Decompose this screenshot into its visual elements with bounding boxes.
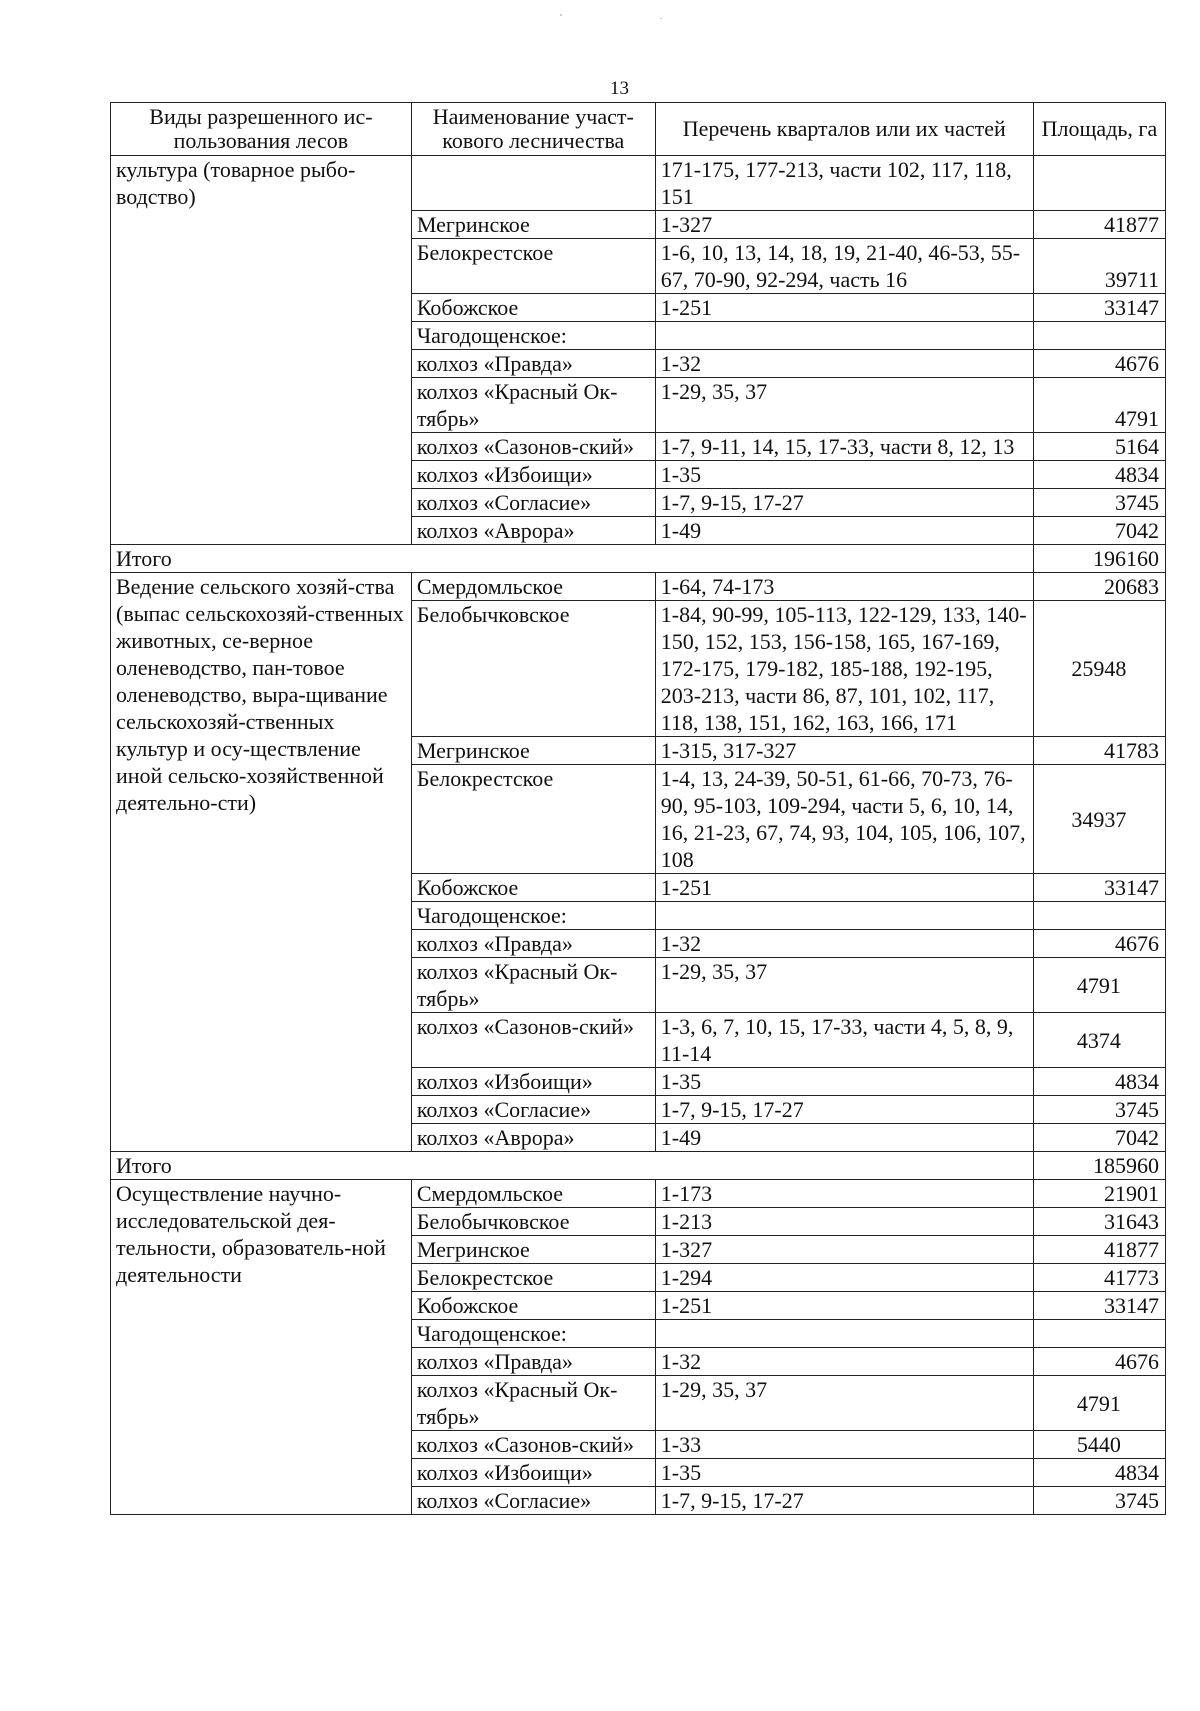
forestry-cell: Белобычковское xyxy=(411,601,655,737)
header-forestry: Наименование участ-кового лесничества xyxy=(411,103,655,156)
header-use-type: Виды разрешенного ис-пользования лесов xyxy=(111,103,412,156)
quarters-cell: 1-29, 35, 37 xyxy=(655,958,1033,1013)
quarters-cell: 1-84, 90-99, 105-113, 122-129, 133, 140-150, 152, 153, 156-158, 165, 167-169, 172-175, 179-182, 185-188, 192-195, 203-213, части 86, 87, 101, 102, 117, 118, 138, 151, 162, 163, 166, 171 xyxy=(655,601,1033,737)
quarters-cell: 1-32 xyxy=(655,350,1033,378)
scan-speck xyxy=(660,18,662,19)
quarters-cell: 1-49 xyxy=(655,517,1033,545)
table-row xyxy=(111,1180,1166,1208)
header-row xyxy=(111,103,1166,156)
area-cell xyxy=(1033,902,1165,930)
area-cell: 33147 xyxy=(1033,294,1165,322)
table-body xyxy=(111,156,1166,1515)
forestry-cell: колхоз «Избоищи» xyxy=(411,1068,655,1096)
area-cell: 21901 xyxy=(1033,1180,1165,1208)
quarters-cell: 1-315, 317-327 xyxy=(655,737,1033,765)
quarters-cell: 1-35 xyxy=(655,1068,1033,1096)
forestry-cell: Белокрестское xyxy=(411,765,655,874)
quarters-cell: 1-7, 9-11, 14, 15, 17-33, части 8, 12, 13 xyxy=(655,433,1033,461)
forestry-cell xyxy=(411,156,655,211)
forestry-cell: колхоз «Избоищи» xyxy=(411,461,655,489)
quarters-cell: 1-327 xyxy=(655,211,1033,239)
area-cell: 5164 xyxy=(1033,433,1165,461)
area-cell: 33147 xyxy=(1033,1292,1165,1320)
forestry-cell: колхоз «Согласие» xyxy=(411,1096,655,1124)
area-cell: 4791 xyxy=(1033,378,1165,433)
area-cell xyxy=(1033,322,1165,350)
total-row xyxy=(111,1152,1166,1180)
forestry-cell: колхоз «Аврора» xyxy=(411,517,655,545)
quarters-cell: 1-327 xyxy=(655,1236,1033,1264)
quarters-cell: 1-251 xyxy=(655,1292,1033,1320)
header-quarters: Перечень кварталов или их частей xyxy=(655,103,1033,156)
forestry-cell: колхоз «Красный Ок-тябрь» xyxy=(411,958,655,1013)
area-cell xyxy=(1033,156,1165,211)
forestry-cell: колхоз «Сазонов-ский» xyxy=(411,1431,655,1459)
forestry-cell: Белобычковское xyxy=(411,1208,655,1236)
table-row xyxy=(111,573,1166,601)
area-cell: 4834 xyxy=(1033,461,1165,489)
quarters-cell: 1-29, 35, 37 xyxy=(655,1376,1033,1431)
area-cell: 4791 xyxy=(1033,958,1165,1013)
forestry-cell: колхоз «Согласие» xyxy=(411,1487,655,1515)
area-cell: 5440 xyxy=(1033,1431,1165,1459)
total-label: Итого xyxy=(111,1152,1034,1180)
area-cell: 34937 xyxy=(1033,765,1165,874)
total-value: 196160 xyxy=(1033,545,1165,573)
area-cell: 4834 xyxy=(1033,1459,1165,1487)
page-number: 13 xyxy=(610,78,629,99)
quarters-cell: 1-251 xyxy=(655,874,1033,902)
forestry-cell: Кобожское xyxy=(411,294,655,322)
header-area: Площадь, га xyxy=(1033,103,1165,156)
area-cell: 7042 xyxy=(1033,517,1165,545)
area-cell xyxy=(1033,1320,1165,1348)
total-value: 185960 xyxy=(1033,1152,1165,1180)
quarters-cell: 1-7, 9-15, 17-27 xyxy=(655,1096,1033,1124)
quarters-cell: 1-35 xyxy=(655,1459,1033,1487)
forest-use-table xyxy=(110,102,1166,1515)
quarters-cell: 1-35 xyxy=(655,461,1033,489)
quarters-cell: 1-32 xyxy=(655,930,1033,958)
area-cell: 4834 xyxy=(1033,1068,1165,1096)
forestry-cell: колхоз «Красный Ок-тябрь» xyxy=(411,1376,655,1431)
forestry-cell: колхоз «Правда» xyxy=(411,930,655,958)
area-cell: 3745 xyxy=(1033,1487,1165,1515)
quarters-cell: 1-7, 9-15, 17-27 xyxy=(655,489,1033,517)
quarters-cell: 1-4, 13, 24-39, 50-51, 61-66, 70-73, 76-90, 95-103, 109-294, части 5, 6, 10, 14, 16, 21-23, 67, 74, 93, 104, 105, 106, 107, 108 xyxy=(655,765,1033,874)
use-type-cell: культура (товарное рыбо-водство) xyxy=(111,156,412,545)
area-cell: 4676 xyxy=(1033,350,1165,378)
quarters-cell: 1-7, 9-15, 17-27 xyxy=(655,1487,1033,1515)
total-row xyxy=(111,545,1166,573)
area-cell: 4676 xyxy=(1033,1348,1165,1376)
area-cell: 3745 xyxy=(1033,1096,1165,1124)
area-cell: 4676 xyxy=(1033,930,1165,958)
forestry-cell: колхоз «Избоищи» xyxy=(411,1459,655,1487)
quarters-cell: 1-294 xyxy=(655,1264,1033,1292)
area-cell: 20683 xyxy=(1033,573,1165,601)
area-cell: 39711 xyxy=(1033,239,1165,294)
quarters-cell: 1-32 xyxy=(655,1348,1033,1376)
area-cell: 41877 xyxy=(1033,211,1165,239)
forestry-cell: Мегринское xyxy=(411,211,655,239)
quarters-cell: 1-49 xyxy=(655,1124,1033,1152)
forestry-cell: Смердомльское xyxy=(411,1180,655,1208)
forestry-cell: Мегринское xyxy=(411,1236,655,1264)
quarters-cell xyxy=(655,902,1033,930)
area-cell: 33147 xyxy=(1033,874,1165,902)
quarters-cell: 1-64, 74-173 xyxy=(655,573,1033,601)
forestry-cell: Белокрестское xyxy=(411,1264,655,1292)
area-cell: 25948 xyxy=(1033,601,1165,737)
quarters-cell: 1-3, 6, 7, 10, 15, 17-33, части 4, 5, 8, 9, 11-14 xyxy=(655,1013,1033,1068)
use-type-cell: Ведение сельского хозяй-ства (выпас сельскохозяй-ственных животных, се-верное оленеводство, пан-товое оленеводство, выра-щивание сельскохозяй-ственных культур и осу-ществление иной сельско-хозяйственной деятельно-сти) xyxy=(111,573,412,1152)
quarters-cell: 1-173 xyxy=(655,1180,1033,1208)
area-cell: 4374 xyxy=(1033,1013,1165,1068)
forestry-cell: колхоз «Красный Ок-тябрь» xyxy=(411,378,655,433)
area-cell: 41773 xyxy=(1033,1264,1165,1292)
area-cell: 41877 xyxy=(1033,1236,1165,1264)
forestry-cell: колхоз «Сазонов-ский» xyxy=(411,433,655,461)
forestry-cell: Чагодощенское: xyxy=(411,322,655,350)
area-cell: 4791 xyxy=(1033,1376,1165,1431)
forestry-cell: колхоз «Согласие» xyxy=(411,489,655,517)
use-type-cell: Осуществление научно-исследовательской дея-тельности, образователь-ной деятельности xyxy=(111,1180,412,1515)
forestry-cell: Кобожское xyxy=(411,1292,655,1320)
forestry-cell: колхоз «Правда» xyxy=(411,350,655,378)
forestry-cell: колхоз «Сазонов-ский» xyxy=(411,1013,655,1068)
forestry-cell: Кобожское xyxy=(411,874,655,902)
quarters-cell xyxy=(655,322,1033,350)
forestry-cell: Мегринское xyxy=(411,737,655,765)
scan-speck xyxy=(560,14,562,16)
area-cell: 41783 xyxy=(1033,737,1165,765)
forestry-cell: Смердомльское xyxy=(411,573,655,601)
quarters-cell: 1-33 xyxy=(655,1431,1033,1459)
quarters-cell: 1-251 xyxy=(655,294,1033,322)
forestry-cell: Белокрестское xyxy=(411,239,655,294)
quarters-cell: 1-213 xyxy=(655,1208,1033,1236)
forestry-cell: Чагодощенское: xyxy=(411,1320,655,1348)
quarters-cell: 171-175, 177-213, части 102, 117, 118, 151 xyxy=(655,156,1033,211)
total-label: Итого xyxy=(111,545,1034,573)
table-row xyxy=(111,156,1166,211)
forestry-cell: колхоз «Правда» xyxy=(411,1348,655,1376)
area-cell: 7042 xyxy=(1033,1124,1165,1152)
quarters-cell: 1-6, 10, 13, 14, 18, 19, 21-40, 46-53, 55-67, 70-90, 92-294, часть 16 xyxy=(655,239,1033,294)
forestry-cell: Чагодощенское: xyxy=(411,902,655,930)
quarters-cell xyxy=(655,1320,1033,1348)
quarters-cell: 1-29, 35, 37 xyxy=(655,378,1033,433)
area-cell: 3745 xyxy=(1033,489,1165,517)
area-cell: 31643 xyxy=(1033,1208,1165,1236)
forestry-cell: колхоз «Аврора» xyxy=(411,1124,655,1152)
